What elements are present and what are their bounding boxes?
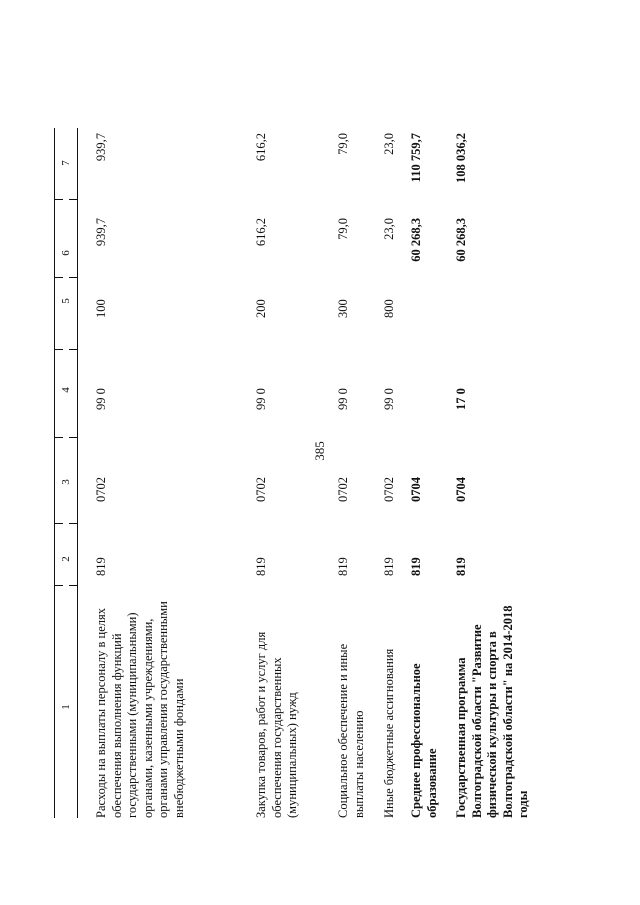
header-col-2: 2 — [60, 556, 72, 562]
row-amount-col7: 108 036,2 — [454, 133, 468, 183]
row-amount-col7: 79,0 — [336, 133, 350, 155]
header-divider — [69, 199, 77, 200]
row-ministry-code: 819 — [382, 557, 396, 576]
row-name: Иные бюджетные ассигнования — [382, 648, 396, 818]
header-divider — [55, 277, 63, 278]
header-divider — [69, 523, 77, 524]
row-name: Социальное обеспечение и иные выплаты населению — [336, 643, 366, 818]
header-col-4: 4 — [60, 387, 72, 393]
header-divider — [69, 437, 77, 438]
header-col-7: 7 — [60, 160, 72, 166]
header-divider — [55, 437, 63, 438]
row-section-code: 0702 — [382, 477, 396, 502]
row-ministry-code: 819 — [454, 557, 468, 576]
header-divider — [69, 277, 77, 278]
header-divider — [69, 349, 77, 350]
row-section-code: 0704 — [409, 477, 423, 502]
row-section-code: 0702 — [254, 477, 268, 502]
row-program-code: 17 0 — [454, 388, 468, 410]
row-expense-type: 200 — [254, 299, 268, 318]
row-amount-col7: 939,7 — [94, 133, 108, 162]
row-program-code: 99 0 — [336, 388, 350, 410]
row-name: Среднее профессиональное образование — [409, 663, 439, 818]
row-name: Государственная программа Волгоградской области "Развитие физической культуры и спорта в Волгоградской области" на 2014-2018 годы — [454, 605, 530, 818]
row-expense-type: 100 — [94, 299, 108, 318]
row-amount-col6: 60 268,3 — [454, 218, 468, 262]
row-name: Закупка товаров, работ и услуг для обеспечения государственных (муниципальных) нужд — [254, 631, 299, 818]
row-program-code: 99 0 — [254, 388, 268, 410]
header-col-6: 6 — [60, 250, 72, 256]
header-divider — [55, 199, 63, 200]
row-amount-col6: 616,2 — [254, 218, 268, 247]
table-header — [54, 128, 78, 818]
row-amount-col7: 110 759,7 — [409, 133, 423, 183]
row-amount-col6: 79,0 — [336, 218, 350, 240]
row-amount-col6: 939,7 — [94, 218, 108, 247]
row-expense-type: 800 — [382, 299, 396, 318]
header-col-1: 1 — [60, 704, 72, 710]
row-ministry-code: 819 — [94, 557, 108, 576]
row-ministry-code: 819 — [336, 557, 350, 576]
header-divider — [55, 349, 63, 350]
row-amount-col7: 616,2 — [254, 133, 268, 162]
page-number: 385 — [312, 441, 327, 461]
row-amount-col6: 23,0 — [382, 218, 396, 240]
row-program-code: 99 0 — [382, 388, 396, 410]
budget-table — [54, 128, 530, 818]
row-name: Расходы на выплаты персоналу в целях обеспечения выполнения функций государственными (муниципальными) органами, казенными учреждениями, органами управления государственными внебюджетными фондами — [94, 601, 186, 818]
header-divider — [55, 523, 63, 524]
row-expense-type: 300 — [336, 299, 350, 318]
header-divider — [69, 585, 77, 586]
row-amount-col6: 60 268,3 — [409, 218, 423, 262]
header-col-5: 5 — [60, 298, 72, 304]
row-section-code: 0702 — [94, 477, 108, 502]
header-col-3: 3 — [60, 479, 72, 485]
row-amount-col7: 23,0 — [382, 133, 396, 155]
header-divider — [55, 585, 63, 586]
row-program-code: 99 0 — [94, 388, 108, 410]
row-section-code: 0702 — [336, 477, 350, 502]
row-ministry-code: 819 — [254, 557, 268, 576]
row-section-code: 0704 — [454, 477, 468, 502]
row-ministry-code: 819 — [409, 557, 423, 576]
